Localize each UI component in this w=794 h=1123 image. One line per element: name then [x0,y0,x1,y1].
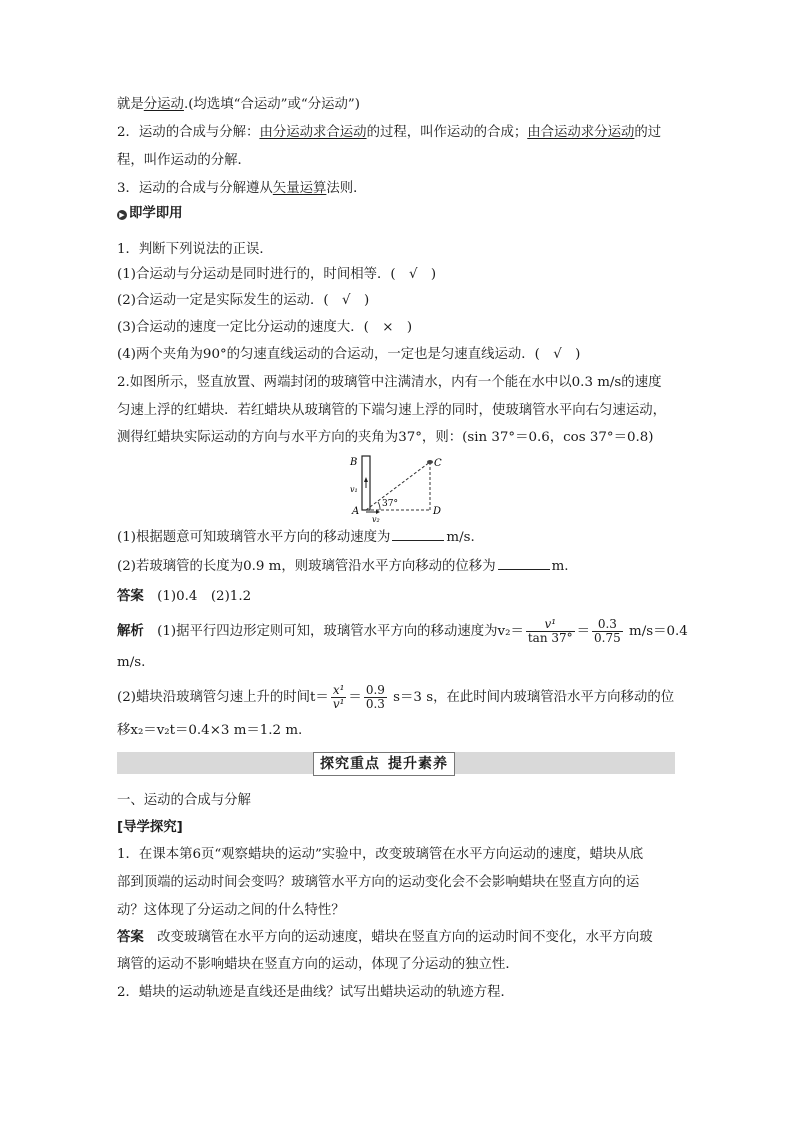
text-line: 部到顶端的运动时间会变吗？玻璃管水平方向的运动变化会不会影响蜡块在竖直方向的运 [117,875,640,890]
analysis-label: 解析 [117,623,144,639]
text-line: 2.如图所示，竖直放置、两端封闭的玻璃管中注满清水，内有一个能在水中以0.3 m/s的速度 [117,375,662,390]
section-banner [117,752,675,774]
text-line: 2．蜡块的运动轨迹是直线还是曲线？试写出蜡块运动的轨迹方程． [117,985,514,1000]
v1-arrow-head [364,477,368,482]
text-line: 就是分运动.(均选填“合运动”或“分运动”) [117,97,360,112]
fraction: $\frac{0.9}{0.3}$ [365,683,385,711]
fraction: $\frac{\text{x¹}}{\text{v¹}}$ [332,683,345,711]
answer-line: 答案 (1)0.4 (2)1.2 [117,588,252,604]
label-D: D [433,506,442,517]
judge-item: (3)合运动的速度一定比分运动的速度大．( × ) [117,320,413,335]
label-C: C [434,458,442,469]
judge-item: (4)两个夹角为90°的匀速直线运动的合运动，一定也是匀速直线运动．( √ ) [117,347,581,362]
text-line: 1．在课本第6页“观察蜡块的运动”实验中，改变玻璃管在水平方向运动的速度，蜡块从底 [117,847,644,862]
section-label: ▶ 即学即用 [117,205,183,223]
play-circle-icon: ▶ [117,210,127,220]
path-line [366,462,430,510]
tube-figure [332,450,472,524]
fill-blank[interactable] [498,557,550,570]
sub-question: (1)根据题意可知玻璃管水平方向的移动速度为 m/s. [117,530,475,545]
text-line: m/s. [117,655,146,670]
banner-title: 探究重点 提升素养 [313,752,455,776]
fill-blank[interactable] [392,528,444,541]
answer-underline: 分运动 [143,97,184,112]
angle-arc [378,502,380,510]
judge-item: (2)合运动一定是实际发生的运动．( √ ) [117,293,370,308]
label-A: A [352,506,360,517]
part-heading: 一、运动的合成与分解 [117,793,251,808]
answer-label: 答案 [117,929,144,945]
fraction: $\frac{\text{v¹}}{\tan 37^\circ}$ [527,617,573,645]
analysis-line: 解析 (1)据平行四边形定则可知，玻璃管水平方向的移动速度为v₂＝ $\frac{\text{v¹}}{\tan 37^\circ}$ ＝ $\frac{0.3}{0.75}$ m/s＝0.4 [117,617,688,645]
text-line: 2．运动的合成与分解：由分运动求合运动的过程，叫作运动的合成；由合运动求分运动的过 [117,125,662,140]
sub-question: (2)若玻璃管的长度为0.9 m，则玻璃管沿水平方向移动的位移为 m. [117,559,569,574]
text-line: 璃管的运动不影响蜡块在竖直方向的运动，体现了分运动的独立性． [117,957,519,972]
label-v1: v₁ [350,485,358,494]
label-angle: 37° [382,499,398,509]
question-stem: 1．判断下列说法的正误． [117,242,273,257]
text-line: 测得红蜡块实际运动的方向与水平方向的夹角为37°，则：(sin 37°＝0.6，cos 37°＝0.8) [117,430,654,445]
answer-line: 答案 改变玻璃管在水平方向的运动速度，蜡块在竖直方向的运动时间不变化，水平方向玻 [117,929,653,945]
wax-block [427,460,433,464]
judge-item: (1)合运动与分运动是同时进行的，时间相等．( √ ) [117,267,437,282]
text-line: 动？这体现了分运动之间的什么特性？ [117,903,345,918]
text-line: 匀速上浮的红蜡块．若红蜡块从玻璃管的下端匀速上浮的同时，使玻璃管水平向右匀速运动， [117,403,667,418]
sub-heading: [导学探究] [117,820,183,835]
v2-arrow-head [376,510,380,514]
label-B: B [350,457,358,468]
analysis-line: (2)蜡块沿玻璃管匀速上升的时间t＝ $\frac{\text{x¹}}{\text{v¹}}$ ＝ $\frac{0.9}{0.3}$ s＝3 s，在此时间内玻璃管沿水平方向移动的位 [117,683,675,711]
text-line: 移x₂＝v₂t＝0.4×3 m＝1.2 m. [117,723,303,738]
fraction: $\frac{0.3}{0.75}$ [594,617,621,645]
label-v2: v₂ [372,515,380,524]
text-line: 程，叫作运动的分解． [117,153,251,168]
text-line: 3．运动的合成与分解遵从矢量运算法则． [117,181,367,196]
answer-label: 答案 [117,588,144,604]
